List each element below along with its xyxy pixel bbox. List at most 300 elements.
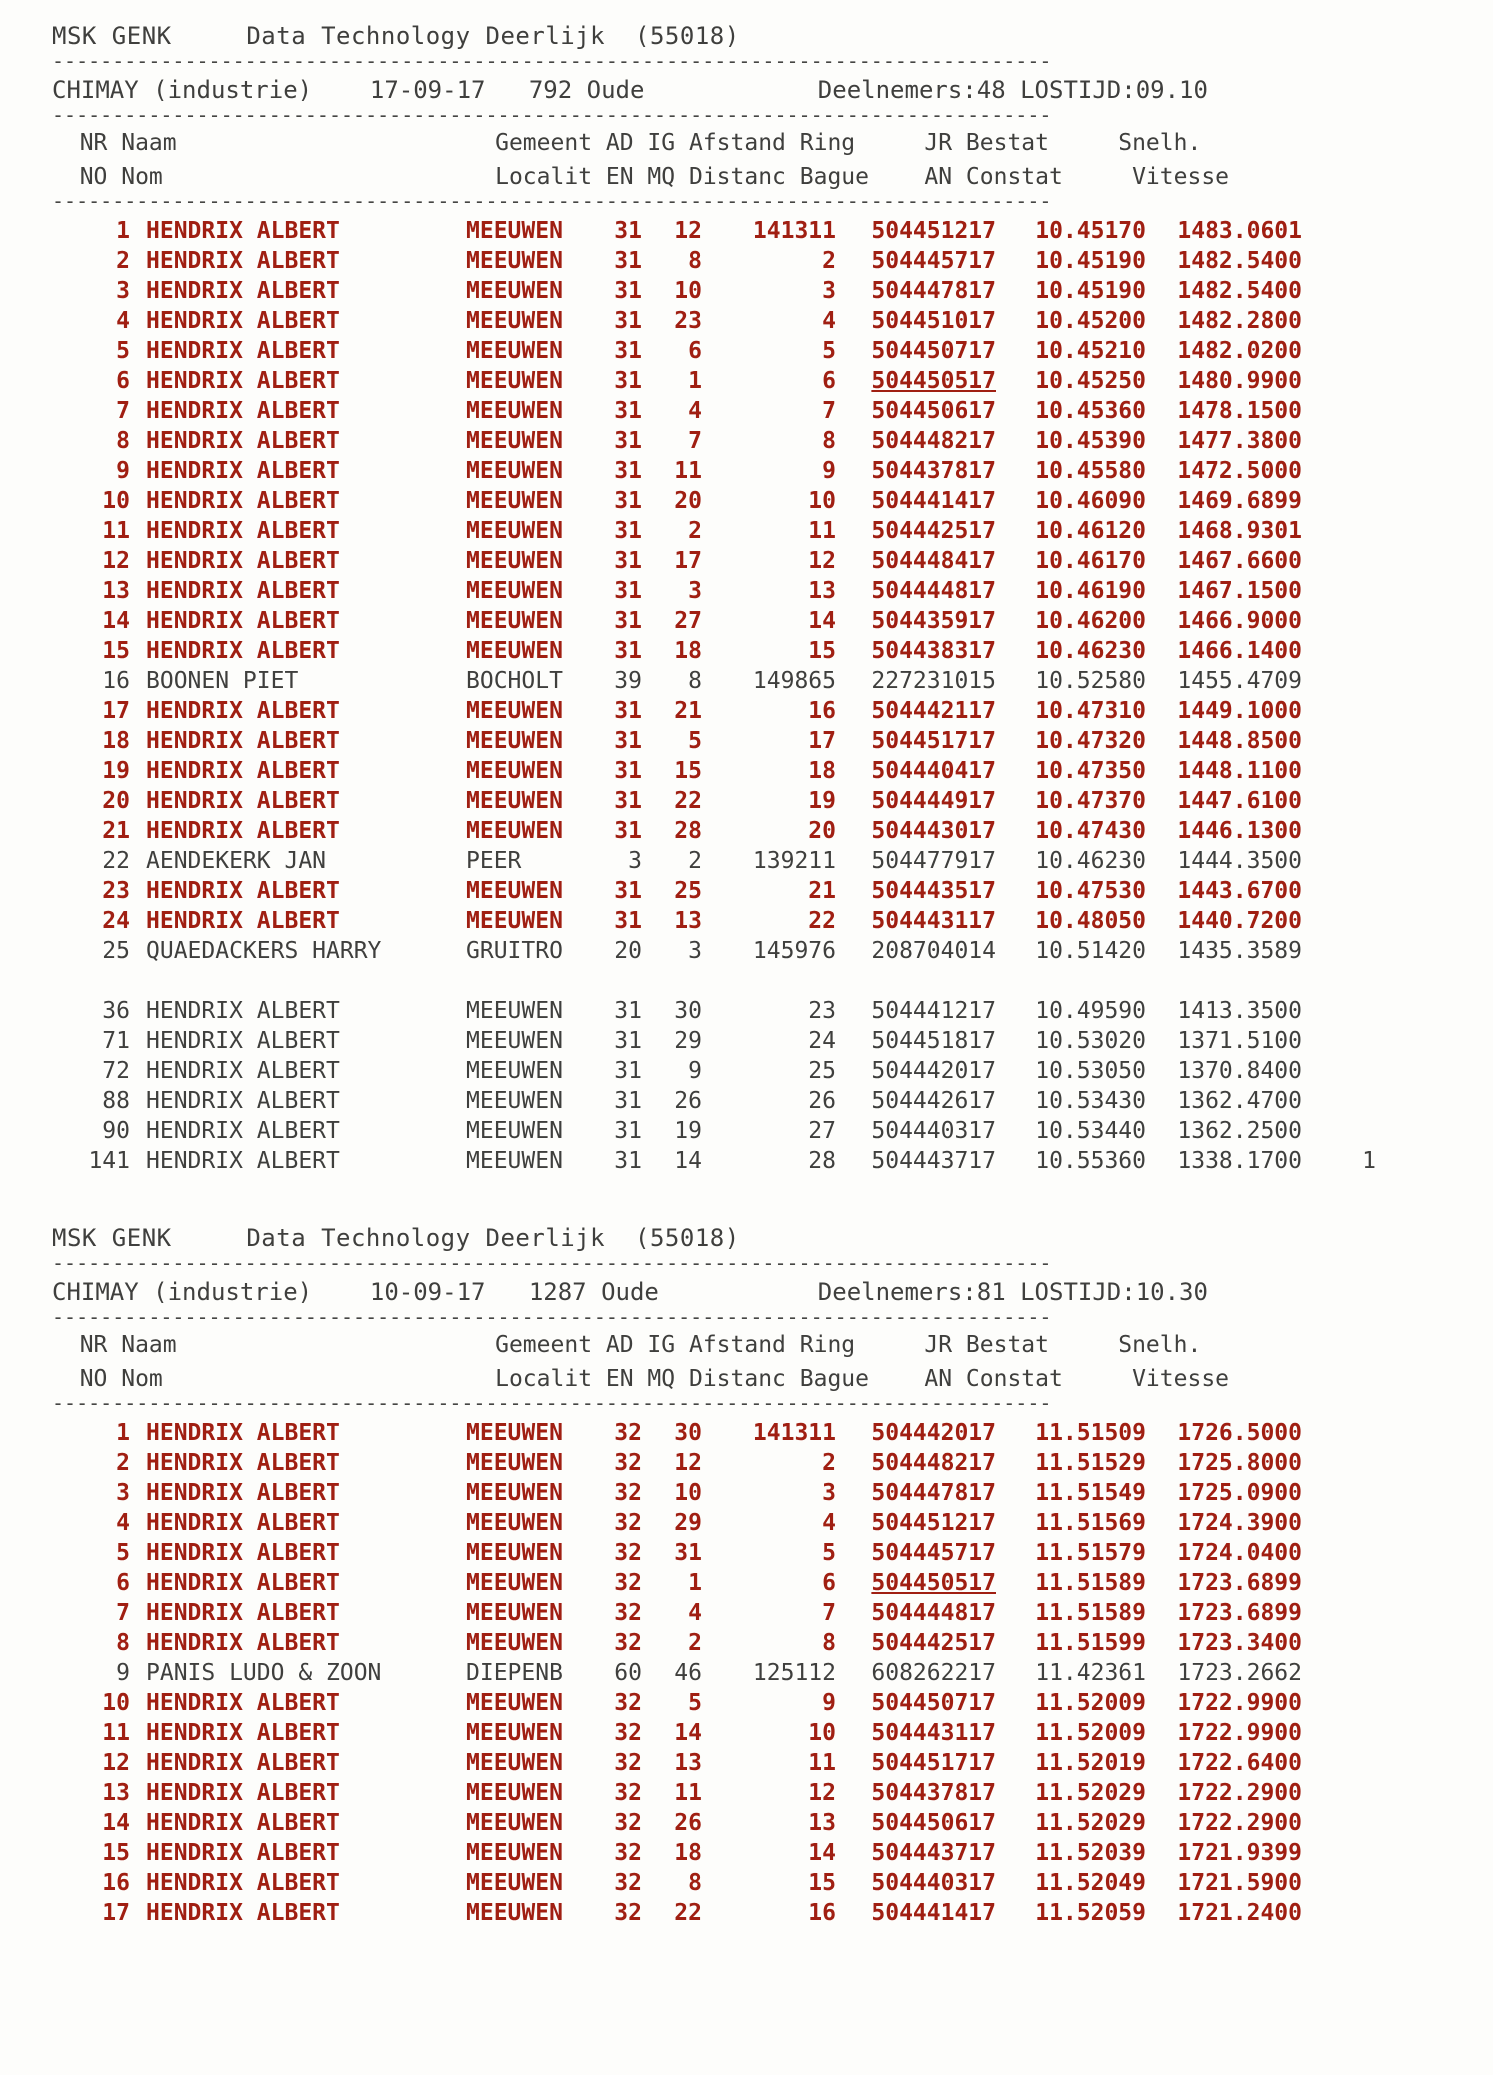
cell-velocity: 1362.4700 <box>1177 1088 1302 1114</box>
cell-entries: 31 <box>614 398 642 424</box>
cell-velocity: 1726.5000 <box>1177 1420 1302 1446</box>
cell-entries: 31 <box>614 1058 642 1084</box>
cell-rank: 24 <box>102 908 130 934</box>
cell-ring-number: 208704014 <box>871 938 996 964</box>
cell-clocking-time: 11.51509 <box>1035 1420 1146 1446</box>
cell-velocity: 1724.0400 <box>1177 1540 1302 1566</box>
cell-locality: MEEUWEN <box>466 998 563 1024</box>
cell-rank: 21 <box>102 818 130 844</box>
cell-entries: 31 <box>614 308 642 334</box>
cell-ring-number: 504444817 <box>871 578 996 604</box>
cell-extra <box>1302 606 1376 636</box>
cell-locality: MEEUWEN <box>466 908 563 934</box>
table-row <box>52 636 1376 666</box>
cell-velocity: 1444.3500 <box>1177 848 1302 874</box>
cell-locality: MEEUWEN <box>466 788 563 814</box>
cell-rank: 7 <box>116 1600 130 1626</box>
divider-rule: ----------------------------------------------------------------------------------- <box>52 1256 1052 1272</box>
cell-velocity: 1477.3800 <box>1177 428 1302 454</box>
table-row <box>52 696 1376 726</box>
cell-ring-number: 608262217 <box>871 1660 996 1686</box>
cell-rank: 10 <box>102 488 130 514</box>
cell-locality: MEEUWEN <box>466 758 563 784</box>
cell-clocking-time: 11.52019 <box>1035 1750 1146 1776</box>
cell-extra <box>1302 786 1376 816</box>
column-header-line-1: NR Naam Gemeent AD IG Afstand Ring JR Bestat Snelh. <box>52 1332 1202 1358</box>
results-body-2 <box>52 1418 1376 1928</box>
cell-locality: MEEUWEN <box>466 248 563 274</box>
table-row <box>52 1688 1376 1718</box>
cell-extra <box>1302 846 1376 876</box>
table-row <box>52 726 1376 756</box>
cell-distance: 141311 <box>752 218 836 244</box>
cell-velocity: 1482.5400 <box>1177 278 1302 304</box>
cell-fancier-name: HENDRIX ALBERT <box>146 1600 340 1626</box>
cell-ring-number: 504442117 <box>871 698 996 724</box>
cell-fancier-name: PANIS LUDO & ZOON <box>146 1660 382 1686</box>
cell-locality: MEEUWEN <box>466 458 563 484</box>
table-row <box>52 1086 1376 1116</box>
cell-ring-number: 504450617 <box>871 398 996 424</box>
cell-ring-number: 504444917 <box>871 788 996 814</box>
cell-entries: 31 <box>614 608 642 634</box>
results-body-1 <box>52 216 1376 1176</box>
cell-rank: 4 <box>116 308 130 334</box>
cell-extra <box>1302 1418 1376 1448</box>
cell-ring-number: 504477917 <box>871 848 996 874</box>
cell-rank: 8 <box>116 428 130 454</box>
cell-rank: 36 <box>102 998 130 1024</box>
cell-clocking-time: 11.51599 <box>1035 1630 1146 1656</box>
cell-distance: 26 <box>808 1088 836 1114</box>
cell-ring-number: 504451017 <box>871 308 996 334</box>
cell-entries: 32 <box>614 1780 642 1806</box>
cell-pigeon-index: 9 <box>688 1058 702 1084</box>
cell-distance: 25 <box>808 1058 836 1084</box>
cell-pigeon-index: 22 <box>674 788 702 814</box>
cell-velocity: 1371.5100 <box>1177 1028 1302 1054</box>
column-header-line-2: NO Nom Localit EN MQ Distanc Bague AN Constat Vitesse <box>52 164 1230 190</box>
cell-clocking-time: 10.45390 <box>1035 428 1146 454</box>
cell-clocking-time: 11.52039 <box>1035 1840 1146 1866</box>
cell-fancier-name: HENDRIX ALBERT <box>146 488 340 514</box>
cell-fancier-name: HENDRIX ALBERT <box>146 1510 340 1536</box>
cell-clocking-time: 10.46090 <box>1035 488 1146 514</box>
cell-locality: MEEUWEN <box>466 818 563 844</box>
cell-entries: 32 <box>614 1480 642 1506</box>
cell-entries: 31 <box>614 638 642 664</box>
divider-rule: ----------------------------------------------------------------------------------- <box>52 54 1052 70</box>
cell-entries: 31 <box>614 1088 642 1114</box>
cell-locality: MEEUWEN <box>466 488 563 514</box>
cell-velocity: 1721.5900 <box>1177 1870 1302 1896</box>
cell-fancier-name: HENDRIX ALBERT <box>146 248 340 274</box>
cell-ring-number: 504441417 <box>871 488 996 514</box>
cell-distance: 24 <box>808 1028 836 1054</box>
cell-distance: 22 <box>808 908 836 934</box>
cell-pigeon-index: 29 <box>674 1510 702 1536</box>
cell-velocity: 1435.3589 <box>1177 938 1302 964</box>
cell-extra <box>1302 876 1376 906</box>
cell-velocity: 1725.8000 <box>1177 1450 1302 1476</box>
cell-extra <box>1302 276 1376 306</box>
cell-rank: 5 <box>116 338 130 364</box>
table-row <box>52 1568 1376 1598</box>
cell-rank: 14 <box>102 608 130 634</box>
cell-extra <box>1302 1116 1376 1146</box>
table-row <box>52 1658 1376 1688</box>
cell-clocking-time: 10.51420 <box>1035 938 1146 964</box>
cell-pigeon-index: 28 <box>674 818 702 844</box>
table-row <box>52 306 1376 336</box>
table-row <box>52 1748 1376 1778</box>
cell-locality: BOCHOLT <box>466 668 563 694</box>
cell-velocity: 1723.2662 <box>1177 1660 1302 1686</box>
cell-clocking-time: 10.45170 <box>1035 218 1146 244</box>
cell-locality: MEEUWEN <box>466 518 563 544</box>
cell-locality: MEEUWEN <box>466 1088 563 1114</box>
cell-distance: 28 <box>808 1148 836 1174</box>
table-row <box>52 516 1376 546</box>
cell-fancier-name: HENDRIX ALBERT <box>146 1028 340 1054</box>
cell-velocity: 1482.2800 <box>1177 308 1302 334</box>
cell-fancier-name: HENDRIX ALBERT <box>146 728 340 754</box>
cell-fancier-name: HENDRIX ALBERT <box>146 458 340 484</box>
cell-clocking-time: 10.47430 <box>1035 818 1146 844</box>
cell-pigeon-index: 2 <box>688 1630 702 1656</box>
cell-clocking-time: 11.51549 <box>1035 1480 1146 1506</box>
cell-pigeon-index: 26 <box>674 1088 702 1114</box>
cell-entries: 31 <box>614 218 642 244</box>
cell-velocity: 1448.1100 <box>1177 758 1302 784</box>
cell-clocking-time: 10.47350 <box>1035 758 1146 784</box>
cell-distance: 8 <box>822 428 836 454</box>
cell-entries: 31 <box>614 578 642 604</box>
cell-pigeon-index: 30 <box>674 1420 702 1446</box>
cell-velocity: 1483.0601 <box>1177 218 1302 244</box>
cell-locality: MEEUWEN <box>466 308 563 334</box>
cell-pigeon-index: 2 <box>688 518 702 544</box>
cell-distance: 20 <box>808 818 836 844</box>
race-info-line: CHIMAY (industrie) 17-09-17 792 Oude Deelnemers:48 LOSTIJD:09.10 <box>52 76 1208 104</box>
cell-fancier-name: HENDRIX ALBERT <box>146 1750 340 1776</box>
cell-fancier-name: HENDRIX ALBERT <box>146 1420 340 1446</box>
cell-velocity: 1447.6100 <box>1177 788 1302 814</box>
cell-entries: 31 <box>614 338 642 364</box>
table-row <box>52 216 1376 246</box>
table-row <box>52 396 1376 426</box>
cell-clocking-time: 10.45200 <box>1035 308 1146 334</box>
cell-ring-number: 504441217 <box>871 998 996 1024</box>
cell-pigeon-index: 2 <box>688 848 702 874</box>
cell-rank: 18 <box>102 728 130 754</box>
cell-pigeon-index: 21 <box>674 698 702 724</box>
cell-entries: 32 <box>614 1810 642 1836</box>
cell-locality: MEEUWEN <box>466 1028 563 1054</box>
cell-extra <box>1302 1808 1376 1838</box>
club-header: MSK GENK Data Technology Deerlijk (55018) <box>52 22 740 50</box>
cell-rank: 25 <box>102 938 130 964</box>
results-table-1 <box>52 216 1376 1176</box>
cell-ring-number: 504437817 <box>871 458 996 484</box>
cell-rank: 1 <box>116 1420 130 1446</box>
cell-pigeon-index: 10 <box>674 1480 702 1506</box>
cell-ring-number: 504451817 <box>871 1028 996 1054</box>
cell-distance: 149865 <box>752 668 836 694</box>
cell-rank: 6 <box>116 368 130 394</box>
cell-velocity: 1446.1300 <box>1177 818 1302 844</box>
cell-pigeon-index: 26 <box>674 1810 702 1836</box>
cell-entries: 32 <box>614 1510 642 1536</box>
cell-velocity: 1721.2400 <box>1177 1900 1302 1926</box>
cell-velocity: 1482.5400 <box>1177 248 1302 274</box>
cell-extra <box>1302 936 1376 966</box>
cell-distance: 11 <box>808 1750 836 1776</box>
table-row <box>52 876 1376 906</box>
cell-locality: MEEUWEN <box>466 1750 563 1776</box>
cell-pigeon-index: 15 <box>674 758 702 784</box>
cell-ring-number: 504440317 <box>871 1870 996 1896</box>
cell-fancier-name: HENDRIX ALBERT <box>146 398 340 424</box>
cell-entries: 31 <box>614 1118 642 1144</box>
cell-distance: 4 <box>822 308 836 334</box>
cell-ring-number: 504445717 <box>871 248 996 274</box>
cell-distance: 2 <box>822 1450 836 1476</box>
cell-distance: 4 <box>822 1510 836 1536</box>
table-row <box>52 1146 1376 1176</box>
cell-distance: 12 <box>808 548 836 574</box>
table-row <box>52 756 1376 786</box>
cell-rank: 16 <box>102 668 130 694</box>
cell-distance: 27 <box>808 1118 836 1144</box>
cell-entries: 39 <box>614 668 642 694</box>
cell-entries: 31 <box>614 548 642 574</box>
cell-ring-number: 504445717 <box>871 1540 996 1566</box>
cell-pigeon-index: 13 <box>674 908 702 934</box>
cell-clocking-time: 10.45190 <box>1035 278 1146 304</box>
cell-extra <box>1302 1448 1376 1478</box>
cell-rank: 71 <box>102 1028 130 1054</box>
cell-distance: 23 <box>808 998 836 1024</box>
cell-distance: 13 <box>808 578 836 604</box>
cell-velocity: 1472.5000 <box>1177 458 1302 484</box>
cell-distance: 8 <box>822 1630 836 1656</box>
cell-distance: 10 <box>808 1720 836 1746</box>
cell-ring-number: 504447817 <box>871 278 996 304</box>
cell-entries: 32 <box>614 1600 642 1626</box>
cell-locality: MEEUWEN <box>466 698 563 724</box>
table-row <box>52 996 1376 1026</box>
column-header-line-1: NR Naam Gemeent AD IG Afstand Ring JR Bestat Snelh. <box>52 130 1202 156</box>
spacer-cell <box>52 966 1376 996</box>
table-row <box>52 546 1376 576</box>
cell-extra <box>1302 306 1376 336</box>
cell-distance: 6 <box>822 368 836 394</box>
cell-locality: MEEUWEN <box>466 1540 563 1566</box>
cell-fancier-name: HENDRIX ALBERT <box>146 638 340 664</box>
cell-clocking-time: 11.52029 <box>1035 1810 1146 1836</box>
cell-distance: 9 <box>822 1690 836 1716</box>
cell-entries: 3 <box>628 848 642 874</box>
cell-pigeon-index: 23 <box>674 308 702 334</box>
cell-fancier-name: HENDRIX ALBERT <box>146 1058 340 1084</box>
cell-rank: 9 <box>116 1660 130 1686</box>
cell-ring-number: 504442517 <box>871 1630 996 1656</box>
cell-pigeon-index: 1 <box>688 368 702 394</box>
cell-fancier-name: HENDRIX ALBERT <box>146 1570 340 1596</box>
cell-velocity: 1723.6899 <box>1177 1570 1302 1596</box>
table-row <box>52 786 1376 816</box>
cell-locality: MEEUWEN <box>466 1810 563 1836</box>
cell-pigeon-index: 29 <box>674 1028 702 1054</box>
cell-pigeon-index: 8 <box>688 1870 702 1896</box>
cell-fancier-name: HENDRIX ALBERT <box>146 818 340 844</box>
divider-rule: ----------------------------------------------------------------------------------- <box>52 194 1052 210</box>
cell-clocking-time: 10.49590 <box>1035 998 1146 1024</box>
cell-ring-number: 504444817 <box>871 1600 996 1626</box>
cell-ring-number: 504437817 <box>871 1780 996 1806</box>
cell-entries: 31 <box>614 758 642 784</box>
cell-ring-number: 504442017 <box>871 1058 996 1084</box>
cell-entries: 31 <box>614 368 642 394</box>
cell-fancier-name: HENDRIX ALBERT <box>146 1780 340 1806</box>
cell-distance: 15 <box>808 1870 836 1896</box>
cell-ring-number <box>848 1568 1008 1598</box>
cell-entries: 31 <box>614 1148 642 1174</box>
cell-extra: 1 <box>1362 1148 1376 1174</box>
cell-extra <box>1302 1056 1376 1086</box>
cell-entries: 31 <box>614 428 642 454</box>
table-row <box>52 666 1376 696</box>
cell-fancier-name: HENDRIX ALBERT <box>146 368 340 394</box>
divider-rule: ----------------------------------------------------------------------------------- <box>52 108 1052 124</box>
cell-pigeon-index: 8 <box>688 668 702 694</box>
table-row <box>52 1418 1376 1448</box>
cell-distance: 9 <box>822 458 836 484</box>
cell-distance: 6 <box>822 1570 836 1596</box>
table-row <box>52 246 1376 276</box>
cell-velocity: 1480.9900 <box>1177 368 1302 394</box>
cell-distance: 18 <box>808 758 836 784</box>
cell-clocking-time: 10.46190 <box>1035 578 1146 604</box>
cell-clocking-time: 10.46120 <box>1035 518 1146 544</box>
cell-locality: MEEUWEN <box>466 1450 563 1476</box>
cell-velocity: 1722.2900 <box>1177 1810 1302 1836</box>
cell-pigeon-index: 27 <box>674 608 702 634</box>
cell-ring-number: 504450717 <box>871 338 996 364</box>
table-row <box>52 1898 1376 1928</box>
cell-fancier-name: HENDRIX ALBERT <box>146 998 340 1024</box>
cell-distance: 125112 <box>752 1660 836 1686</box>
cell-rank: 14 <box>102 1810 130 1836</box>
cell-extra <box>1302 1658 1376 1688</box>
cell-ring-number: 504442517 <box>871 518 996 544</box>
cell-rank: 22 <box>102 848 130 874</box>
cell-locality: MEEUWEN <box>466 728 563 754</box>
cell-extra <box>1302 1628 1376 1658</box>
cell-fancier-name: HENDRIX ALBERT <box>146 1840 340 1866</box>
cell-clocking-time: 10.53020 <box>1035 1028 1146 1054</box>
cell-clocking-time: 10.46200 <box>1035 608 1146 634</box>
cell-rank: 11 <box>102 518 130 544</box>
cell-distance: 14 <box>808 608 836 634</box>
cell-rank: 88 <box>102 1088 130 1114</box>
cell-extra <box>1302 1778 1376 1808</box>
cell-pigeon-index: 5 <box>688 1690 702 1716</box>
cell-fancier-name: HENDRIX ALBERT <box>146 1088 340 1114</box>
cell-pigeon-index: 12 <box>674 1450 702 1476</box>
cell-distance: 17 <box>808 728 836 754</box>
table-row <box>52 576 1376 606</box>
cell-ring-number: 504442617 <box>871 1088 996 1114</box>
cell-distance: 5 <box>822 1540 836 1566</box>
cell-ring-number: 504443517 <box>871 878 996 904</box>
cell-fancier-name: HENDRIX ALBERT <box>146 1900 340 1926</box>
cell-fancier-name: QUAEDACKERS HARRY <box>146 938 382 964</box>
table-row <box>52 456 1376 486</box>
cell-locality: MEEUWEN <box>466 218 563 244</box>
cell-clocking-time: 10.47370 <box>1035 788 1146 814</box>
cell-extra <box>1302 486 1376 516</box>
cell-rank: 4 <box>116 1510 130 1536</box>
cell-clocking-time: 10.47320 <box>1035 728 1146 754</box>
table-row <box>52 1718 1376 1748</box>
cell-locality: MEEUWEN <box>466 1780 563 1806</box>
cell-entries: 31 <box>614 878 642 904</box>
cell-clocking-time: 10.46170 <box>1035 548 1146 574</box>
cell-pigeon-index: 20 <box>674 488 702 514</box>
cell-velocity: 1723.3400 <box>1177 1630 1302 1656</box>
cell-velocity: 1466.1400 <box>1177 638 1302 664</box>
cell-velocity: 1362.2500 <box>1177 1118 1302 1144</box>
race-info-line: CHIMAY (industrie) 10-09-17 1287 Oude Deelnemers:81 LOSTIJD:10.30 <box>52 1278 1208 1306</box>
cell-locality: GRUITRO <box>466 938 563 964</box>
cell-locality: PEER <box>466 848 522 874</box>
cell-pigeon-index: 30 <box>674 998 702 1024</box>
cell-rank: 90 <box>102 1118 130 1144</box>
cell-clocking-time: 10.53050 <box>1035 1058 1146 1084</box>
cell-extra <box>1302 426 1376 456</box>
cell-distance: 14 <box>808 1840 836 1866</box>
cell-velocity: 1723.6899 <box>1177 1600 1302 1626</box>
divider-rule: ----------------------------------------------------------------------------------- <box>52 1396 1052 1412</box>
cell-velocity: 1455.4709 <box>1177 668 1302 694</box>
cell-entries: 31 <box>614 458 642 484</box>
cell-extra <box>1302 1568 1376 1598</box>
cell-rank: 3 <box>116 278 130 304</box>
cell-fancier-name: HENDRIX ALBERT <box>146 1148 340 1174</box>
cell-locality: MEEUWEN <box>466 1630 563 1656</box>
cell-fancier-name: HENDRIX ALBERT <box>146 608 340 634</box>
cell-velocity: 1721.9399 <box>1177 1840 1302 1866</box>
cell-fancier-name: HENDRIX ALBERT <box>146 308 340 334</box>
cell-extra <box>1302 1868 1376 1898</box>
cell-pigeon-index: 17 <box>674 548 702 574</box>
cell-clocking-time: 11.42361 <box>1035 1660 1146 1686</box>
cell-ring-number: 504443117 <box>871 908 996 934</box>
cell-locality: MEEUWEN <box>466 278 563 304</box>
cell-distance: 10 <box>808 488 836 514</box>
cell-pigeon-index: 7 <box>688 428 702 454</box>
cell-extra <box>1302 906 1376 936</box>
cell-rank: 9 <box>116 458 130 484</box>
cell-ring-number: 504451717 <box>871 1750 996 1776</box>
cell-pigeon-index: 1 <box>688 1570 702 1596</box>
cell-ring-number: 504447817 <box>871 1480 996 1506</box>
cell-fancier-name: HENDRIX ALBERT <box>146 578 340 604</box>
cell-distance: 3 <box>822 1480 836 1506</box>
cell-rank: 16 <box>102 1870 130 1896</box>
